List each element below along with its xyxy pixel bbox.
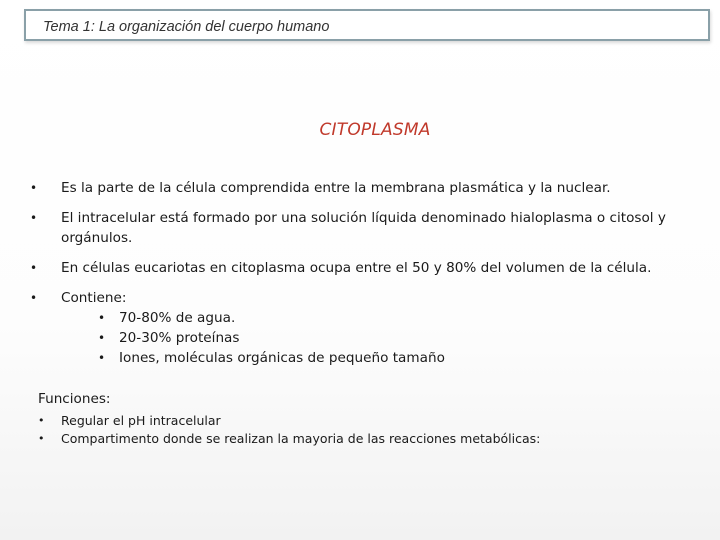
sub-list-item — [98, 328, 690, 348]
sub-item-text: 20-30% proteínas — [119, 330, 240, 346]
bullet-text: El intracelular está formado por una solución líquida denominado hialoplasma o citosol y orgánulos. — [61, 210, 666, 246]
bullet-marker: • — [30, 211, 38, 225]
list-item — [38, 412, 540, 430]
bullet-text: Contiene: — [61, 290, 127, 306]
list-item — [30, 258, 690, 278]
bullet-marker: • — [38, 414, 45, 427]
header-box — [24, 9, 710, 41]
header-title: Tema 1: La organización del cuerpo humano — [43, 19, 330, 35]
sub-list-item — [98, 308, 690, 328]
list-item — [30, 208, 690, 248]
bullet-marker: • — [30, 261, 38, 275]
sub-list-item — [98, 348, 690, 368]
bullet-marker: • — [98, 331, 106, 345]
functions-heading: Funciones: — [38, 391, 111, 407]
list-item — [30, 178, 690, 198]
bullet-marker: • — [98, 351, 106, 365]
sub-item-text: 70-80% de agua. — [119, 310, 236, 326]
bullet-list — [30, 178, 690, 378]
list-item — [30, 288, 690, 368]
bullet-marker: • — [98, 311, 106, 325]
slide-title: CITOPLASMA — [319, 120, 431, 140]
sub-item-text: Iones, moléculas orgánicas de pequeño tamaño — [119, 350, 445, 366]
bullet-text: Es la parte de la célula comprendida entre la membrana plasmática y la nuclear. — [61, 180, 611, 196]
functions-list — [38, 412, 540, 448]
sub-list — [98, 308, 690, 368]
function-text: Compartimento donde se realizan la mayoria de las reacciones metabólicas: — [61, 431, 541, 446]
function-text: Regular el pH intracelular — [61, 413, 221, 428]
bullet-text: En células eucariotas en citoplasma ocupa entre el 50 y 80% del volumen de la célula. — [61, 260, 652, 276]
bullet-marker: • — [30, 291, 38, 305]
bullet-marker: • — [38, 432, 45, 445]
list-item — [38, 430, 540, 448]
bullet-marker: • — [30, 181, 38, 195]
